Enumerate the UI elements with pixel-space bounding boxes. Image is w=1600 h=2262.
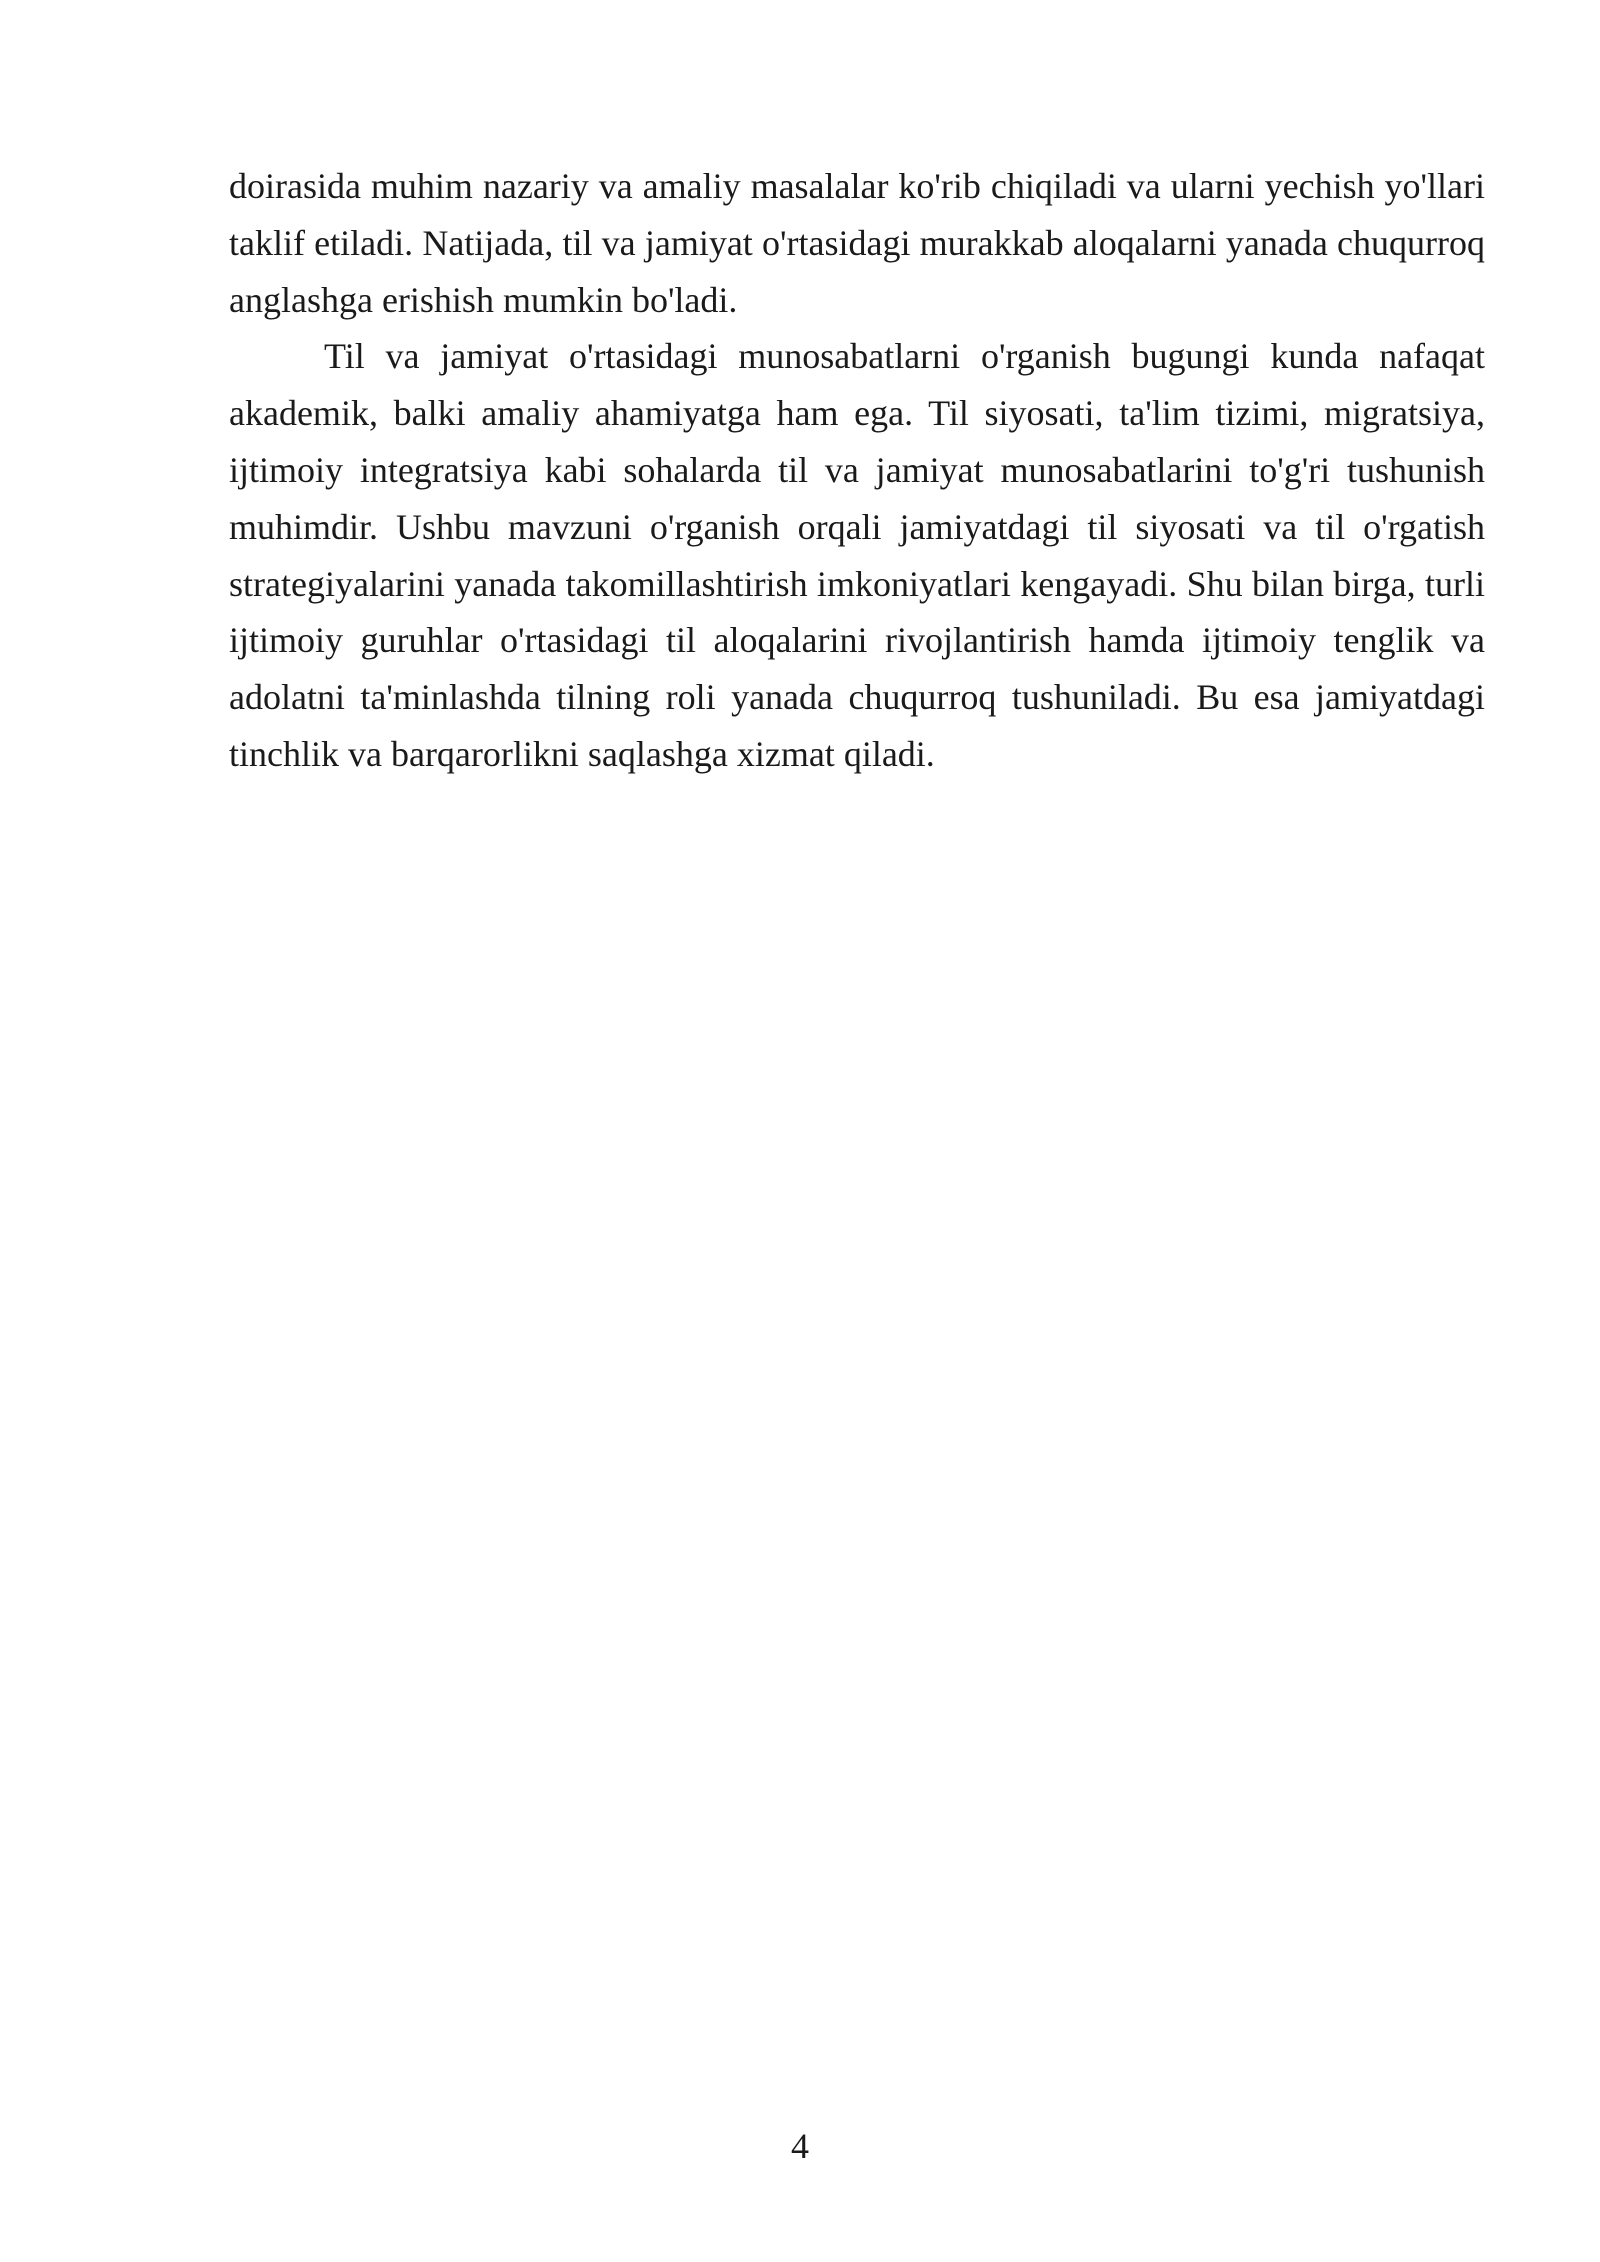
page-number: 4 — [791, 2126, 809, 2166]
paragraph-continuation: doirasida muhim nazariy va amaliy masalalar ko'rib chiqiladi va ularni yechish yo'llari taklif etiladi. Natijada, til va jamiyat o'rtasidagi murakkab aloqalarni yanada chuqurroq anglashga erishish mumkin bo'ladi. — [229, 166, 1485, 320]
body-text — [229, 158, 1485, 783]
paragraph-language-and-society: Til va jamiyat o'rtasidagi munosabatlarni o'rganish bugungi kunda nafaqat akademik, balki amaliy ahamiyatga ham ega. Til siyosati, ta'lim tizimi, migratsiya, ijtimoiy integratsiya kabi sohalarda til va jamiyat munosabatlarini to'g'ri tushunish muhimdir. Ushbu mavzuni o'rganish orqali jamiyatdagi til siyosati va til o'rgatish strategiyalarini yanada takomillashtirish imkoniyatlari kengayadi. Shu bilan birga, turli ijtimoiy guruhlar o'rtasidagi til aloqalarini rivojlantirish hamda ijtimoiy tenglik va adolatni ta'minlashda tilning roli yanada chuqurroq tushuniladi. Bu esa jamiyatdagi tinchlik va barqarorlikni saqlashga xizmat qiladi. — [229, 336, 1485, 774]
